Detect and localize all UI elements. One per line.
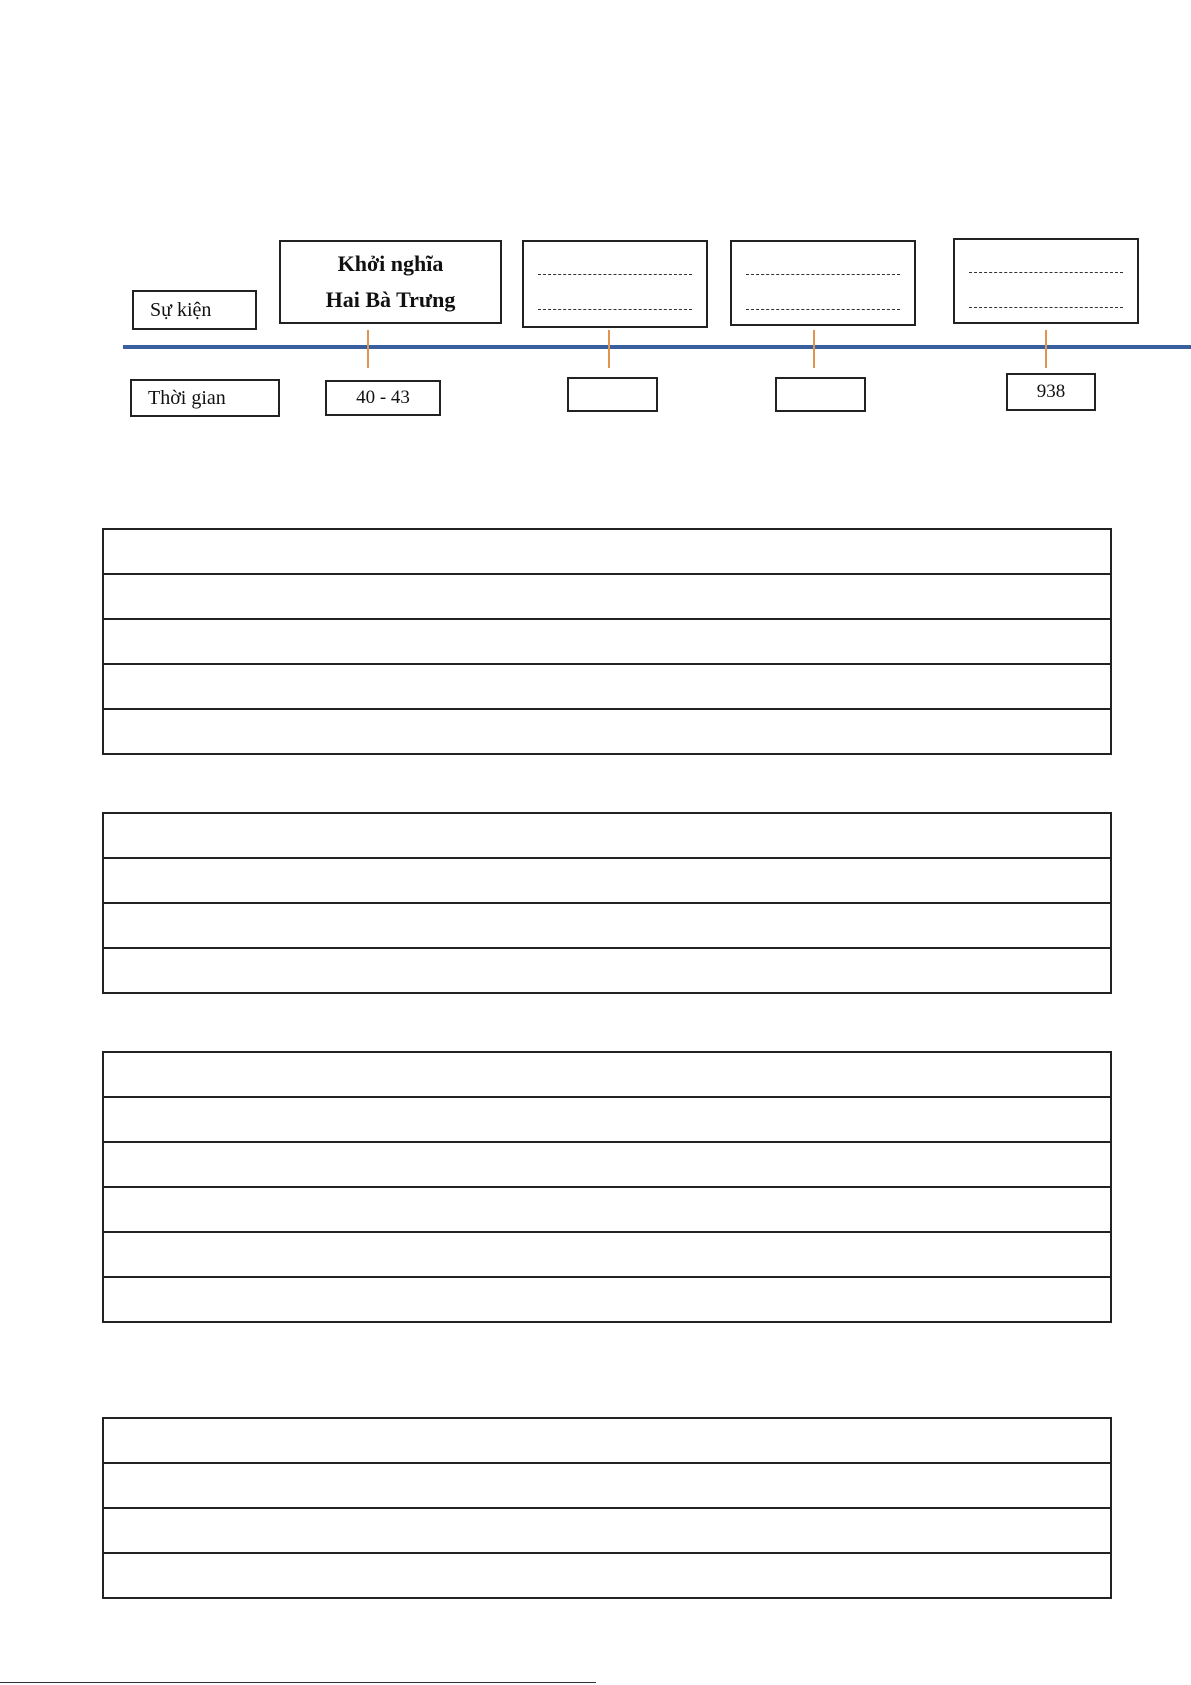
answer-line[interactable] bbox=[104, 620, 1110, 665]
time-box-2[interactable] bbox=[567, 377, 658, 412]
answer-line[interactable] bbox=[104, 710, 1110, 755]
timeline-axis bbox=[123, 345, 1191, 349]
event-4-blank-line-1[interactable] bbox=[969, 252, 1123, 273]
event-3-blank-line-2[interactable] bbox=[746, 289, 900, 310]
time-box-3[interactable] bbox=[775, 377, 866, 412]
answer-table-2 bbox=[102, 812, 1112, 994]
timeline-tick-3 bbox=[813, 330, 815, 368]
time-box-4 bbox=[1006, 373, 1096, 411]
time-4-text: 938 bbox=[1036, 381, 1066, 402]
event-4-blank-line-2[interactable] bbox=[969, 287, 1123, 308]
event-box-2[interactable] bbox=[522, 240, 708, 328]
footnote-divider bbox=[0, 1682, 596, 1683]
answer-line[interactable] bbox=[104, 530, 1110, 575]
answer-line[interactable] bbox=[104, 575, 1110, 620]
timeline-tick-2 bbox=[608, 330, 610, 368]
event-1-line-1: Khởi nghĩa bbox=[337, 251, 444, 276]
answer-line[interactable] bbox=[104, 1233, 1110, 1278]
answer-line[interactable] bbox=[104, 1053, 1110, 1098]
event-row-label bbox=[132, 290, 257, 330]
answer-line[interactable] bbox=[104, 1098, 1110, 1143]
event-box-3[interactable] bbox=[730, 240, 916, 326]
timeline-tick-4 bbox=[1045, 330, 1047, 368]
answer-line[interactable] bbox=[104, 1143, 1110, 1188]
event-row-label-text: Sự kiện bbox=[150, 298, 212, 321]
answer-line[interactable] bbox=[104, 1419, 1110, 1464]
answer-table-3 bbox=[102, 1051, 1112, 1323]
answer-line[interactable] bbox=[104, 1509, 1110, 1554]
time-row-label bbox=[130, 379, 280, 417]
answer-line[interactable] bbox=[104, 814, 1110, 859]
time-row-label-text: Thời gian bbox=[148, 386, 226, 409]
answer-line[interactable] bbox=[104, 949, 1110, 994]
answer-line[interactable] bbox=[104, 859, 1110, 904]
time-box-1 bbox=[325, 380, 441, 416]
event-3-blank-line-1[interactable] bbox=[746, 254, 900, 275]
answer-table-4 bbox=[102, 1417, 1112, 1599]
event-2-blank-line-2[interactable] bbox=[538, 289, 692, 310]
answer-line[interactable] bbox=[104, 1464, 1110, 1509]
time-1-text: 40 - 43 bbox=[356, 387, 410, 408]
event-2-blank-line-1[interactable] bbox=[538, 254, 692, 275]
answer-line[interactable] bbox=[104, 665, 1110, 710]
answer-line[interactable] bbox=[104, 1278, 1110, 1323]
answer-table-1 bbox=[102, 528, 1112, 755]
event-1-line-2: Hai Bà Trưng bbox=[325, 287, 456, 312]
answer-line[interactable] bbox=[104, 1188, 1110, 1233]
answer-line[interactable] bbox=[104, 904, 1110, 949]
timeline-tick-1 bbox=[367, 330, 369, 368]
event-box-4[interactable] bbox=[953, 238, 1139, 324]
event-box-1 bbox=[279, 240, 502, 324]
answer-line[interactable] bbox=[104, 1554, 1110, 1599]
